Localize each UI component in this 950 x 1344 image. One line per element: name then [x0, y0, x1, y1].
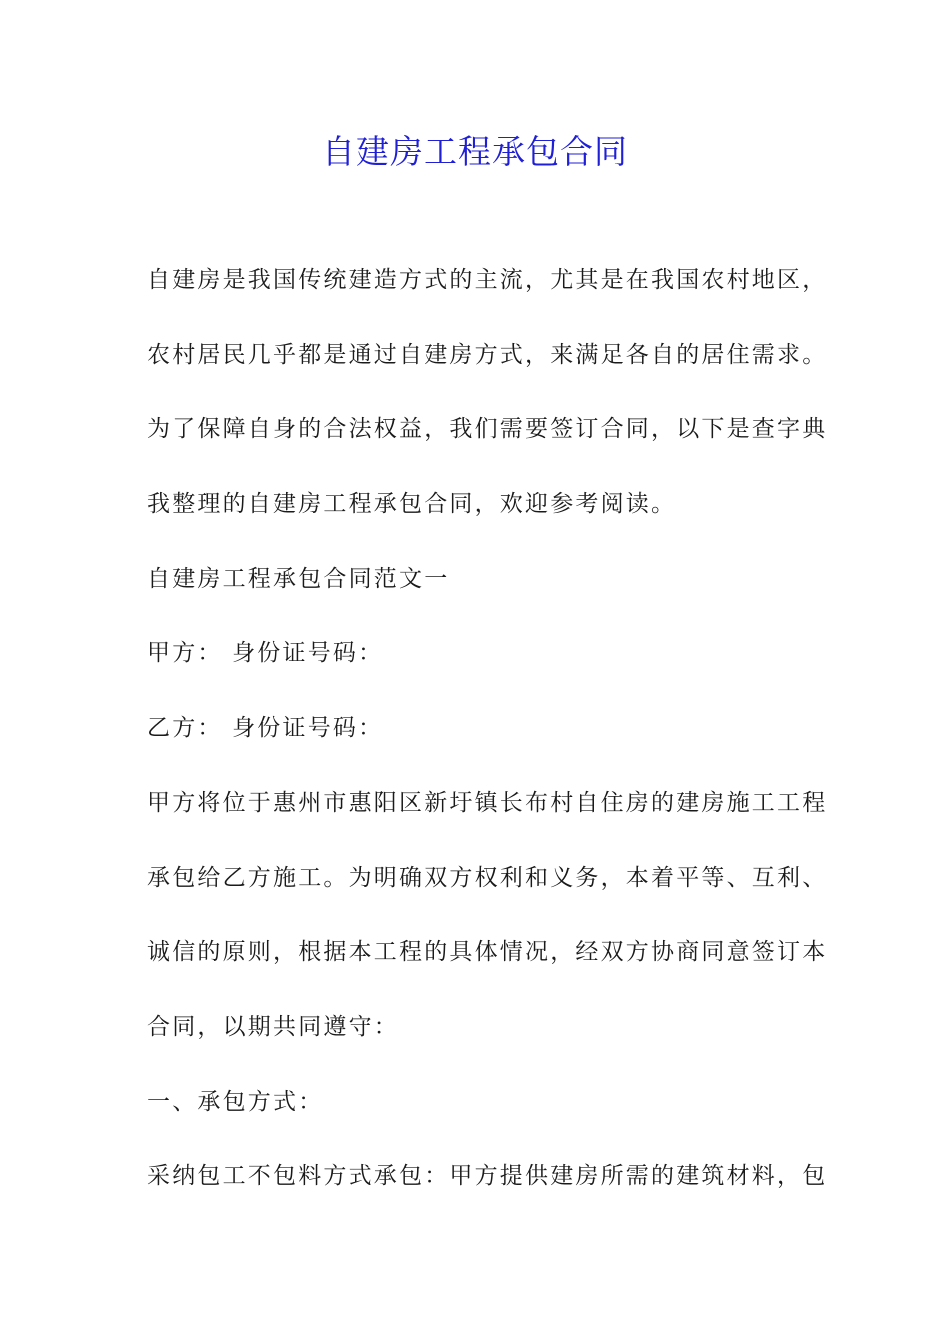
paragraph-line: 合同，以期共同遵守：: [147, 1013, 399, 1040]
paragraph-line: 为了保障自身的合法权益，我们需要签订合同，以下是查字典: [147, 416, 828, 443]
paragraph-line: 自建房是我国传统建造方式的主流，尤其是在我国农村地区，: [147, 267, 828, 293]
paragraph-line: 采纳包工不包料方式承包：甲方提供建房所需的建筑材料，包: [147, 1163, 828, 1190]
clause-heading: 一、承包方式：: [147, 1088, 324, 1115]
paragraph-line: 承包给乙方施工。为明确双方权利和义务，本着平等、互利、: [147, 864, 828, 891]
party-b-line: 乙方： 身份证号码：: [147, 715, 384, 742]
section-heading: 自建房工程承包合同范文一: [147, 565, 450, 592]
paragraph-line: 甲方将位于惠州市惠阳区新圩镇长布村自住房的建房施工工程: [147, 789, 828, 816]
document-title: 自建房工程承包合同: [322, 132, 628, 171]
document-body: [147, 262, 828, 1233]
party-a-line: 甲方： 身份证号码：: [147, 640, 384, 667]
paragraph-line: 诚信的原则，根据本工程的具体情况，经双方协商同意签订本: [147, 939, 828, 966]
paragraph-line: 农村居民几乎都是通过自建房方式，来满足各自的居住需求。: [147, 341, 828, 368]
paragraph-line: 我整理的自建房工程承包合同，欢迎参考阅读。: [147, 491, 677, 518]
